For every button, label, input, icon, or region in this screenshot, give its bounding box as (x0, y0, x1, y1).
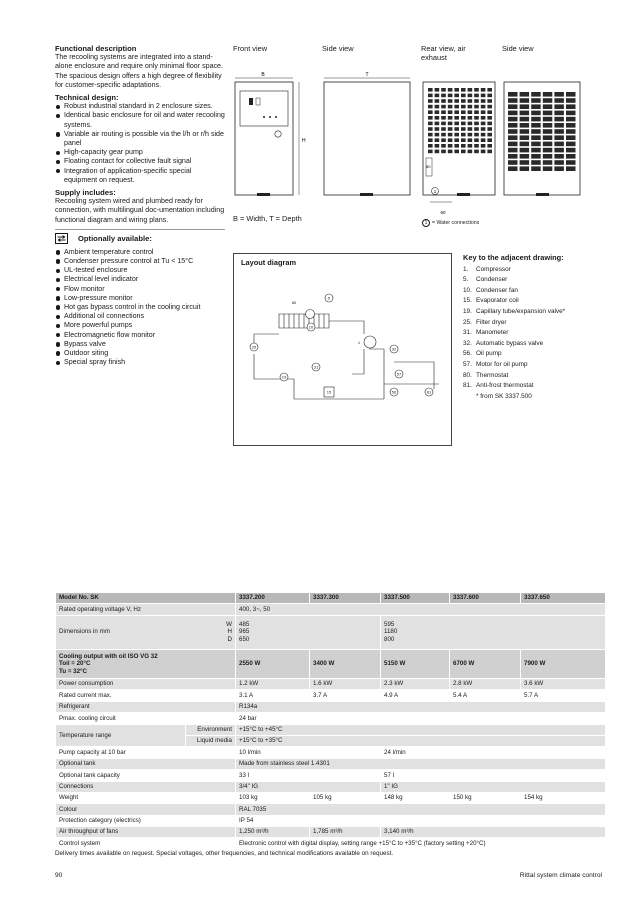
air-value: 1,250 m³/h (236, 827, 310, 838)
power-value: 3.6 kW (521, 679, 606, 690)
table-row (56, 690, 606, 701)
tank-label: Optional tank (56, 758, 236, 769)
liquid-value: +15°C to +35°C (236, 735, 606, 746)
current-value: 4.9 A (381, 690, 450, 701)
table-row (56, 770, 606, 781)
key-item (463, 339, 603, 350)
layout-diagram (233, 253, 452, 446)
dimensions-label: Dimensions in mm (59, 628, 110, 636)
connections-label: Connections (56, 781, 236, 792)
key-number (463, 392, 476, 403)
dimension-legend: B = Width, T = Depth (233, 214, 302, 223)
key-text: Automatic bypass valve (476, 339, 544, 347)
dim-h-label: H (302, 138, 306, 144)
key-number: 80. (463, 371, 472, 379)
key-item (463, 296, 603, 307)
connections-value: 3/4" IG (236, 781, 381, 792)
drawing-key (463, 253, 603, 402)
key-item (463, 349, 603, 360)
key-text: Filter dryer (476, 318, 507, 326)
dim-value: 650 (239, 636, 250, 644)
table-row (56, 827, 606, 838)
list-item: High-capacity gear pump (55, 148, 225, 157)
side-view-2-label: Side view (502, 44, 534, 53)
weight-value: 150 kg (450, 792, 521, 803)
colour-label: Colour (56, 804, 236, 815)
control-label: Control system (56, 838, 236, 849)
list-item: Additional oil connections (55, 312, 225, 321)
pump-value: 10 l/min (236, 747, 381, 758)
delivery-note: Delivery times available on request. Special voltages, other frequencies, and technical modifications available on request. (55, 850, 394, 857)
dim-key: H (227, 628, 232, 636)
water-connection-num: 1 (433, 189, 437, 194)
dim-value: 965 (239, 628, 250, 636)
power-value: 1.6 kW (310, 679, 381, 690)
key-text: Anti-frost thermostat (476, 382, 534, 390)
front-view-drawing (235, 72, 306, 196)
model-number: 3337.600 (450, 593, 521, 604)
key-number: 32. (463, 339, 472, 347)
left-column (55, 44, 225, 368)
table-row (56, 804, 606, 815)
optional-list (55, 248, 225, 368)
dim-value: 485 (239, 620, 250, 628)
key-number: 25. (463, 318, 472, 326)
pump-value: 24 l/min (381, 747, 606, 758)
key-item (463, 371, 603, 382)
technical-heading: Technical design: (55, 93, 119, 103)
voltage-value: 400, 3~, 50 (236, 604, 606, 615)
list-item: Electromagnetic flow monitor (55, 331, 225, 340)
optional-heading: Optionally available: (78, 233, 152, 243)
key-text: Condenser fan (476, 286, 518, 294)
key-text: * from SK 3337.500 (476, 392, 532, 400)
cooling-label: Cooling output with oil ISO VG 32 (59, 652, 158, 660)
key-number: 31. (463, 329, 472, 337)
cooling-value: 3400 W (310, 649, 381, 679)
diagram-label: 25 (251, 344, 257, 350)
functional-text: The recooling systems are integrated into a stand-alone enclosure and require only minimal floor space. The spacious design offers a high degree of flexibility for customer-specific adaptations. (55, 53, 223, 89)
weight-value: 105 kg (310, 792, 381, 803)
key-number: 15. (463, 297, 472, 305)
diagram-label: 5 (327, 295, 331, 301)
pmax-label: Pmax. cooling circuit (56, 713, 236, 724)
spec-table-main (55, 592, 606, 680)
refrigerant-label: Refrigerant (56, 701, 236, 712)
diagram-label: 57 (396, 371, 402, 377)
table-row (56, 604, 606, 615)
key-text: Condenser (476, 276, 508, 284)
table-row (56, 649, 606, 679)
key-number: 56. (463, 350, 472, 358)
list-item: Floating contact for collective fault signal (55, 157, 225, 166)
optional-header (55, 229, 225, 244)
connections-value: 1" IG (381, 781, 606, 792)
table-row (56, 615, 606, 649)
key-text: Compressor (476, 265, 511, 273)
list-item: Robust industrial standard in 2 enclosure sizes. (55, 102, 225, 111)
key-item (463, 275, 603, 286)
rear-view-label: Rear view, air exhaust (421, 44, 466, 62)
key-text: Oil pump (476, 350, 502, 358)
key-item (463, 360, 603, 371)
cooling-tu: Tu = 32°C (59, 668, 87, 676)
dim-t-label: T (365, 72, 369, 78)
water-connections-legend (422, 219, 479, 227)
cooling-value: 2550 W (236, 649, 310, 679)
current-value: 3.1 A (236, 690, 310, 701)
list-item: Hot gas bypass control in the cooling circuit (55, 303, 225, 312)
control-value: Electronic control with digital display, setting range +15°C to +35°C (factory setting +20°C) (236, 838, 606, 849)
key-number: 5. (463, 276, 469, 284)
diagram-label: 10 (308, 324, 314, 330)
circuit-components (250, 294, 433, 397)
key-number: 19. (463, 307, 472, 315)
pump-label: Pump capacity at 10 bar (56, 747, 236, 758)
diagram-label: 1 (357, 340, 361, 345)
weight-value: 148 kg (381, 792, 450, 803)
key-text: Capillary tube/expansion valve* (476, 307, 566, 315)
side-view-2-drawing (504, 82, 580, 196)
tank-capacity-value: 57 l (381, 770, 606, 781)
refrigeration-circuit-drawing (234, 254, 453, 447)
dim-60-label: 60 (440, 210, 446, 215)
water-connection-icon: 1 (422, 219, 430, 227)
key-item (463, 318, 603, 329)
key-text: Thermostat (476, 371, 509, 379)
table-row (56, 724, 606, 735)
diagram-label: 15 (326, 389, 332, 395)
diagram-label: 32 (391, 346, 397, 352)
front-view-label: Front view (233, 44, 268, 53)
footer-title: Rittal system climate control (519, 872, 602, 879)
model-number: 3337.650 (521, 593, 606, 604)
key-number: 1. (463, 265, 469, 273)
environment-label: Environment (186, 724, 236, 735)
list-item: Integration of application-specific special equipment on request. (55, 167, 225, 185)
cooling-toil: Toil = 20°C (59, 660, 91, 668)
list-item: Outdoor siting (55, 349, 225, 358)
key-item (463, 392, 603, 403)
list-item: UL-tested enclosure (55, 266, 225, 275)
protection-value: IP 54 (236, 815, 606, 826)
weight-value: 103 kg (236, 792, 310, 803)
supply-heading: Supply includes: (55, 188, 116, 198)
pmax-value: 24 bar (236, 713, 606, 724)
liquid-label: Liquid media (186, 735, 236, 746)
diagram-label: 80 (291, 300, 297, 305)
key-heading: Key to the adjacent drawing: (463, 253, 564, 262)
rear-view-drawing (423, 82, 495, 215)
key-item (463, 307, 603, 318)
table-row (56, 713, 606, 724)
water-connections-text: = Water connections (432, 220, 480, 226)
power-value: 2.3 kW (381, 679, 450, 690)
weight-value: 154 kg (521, 792, 606, 803)
table-row (56, 838, 606, 849)
protection-label: Protection category (electrics) (56, 815, 236, 826)
list-item: Bypass valve (55, 340, 225, 349)
side-view-label: Side view (322, 44, 354, 53)
environment-value: +15°C to +45°C (236, 724, 606, 735)
functional-heading: Functional description (55, 44, 137, 53)
refrigerant-value: R134a (236, 701, 606, 712)
dim-value: 800 (384, 636, 395, 644)
power-value: 1.2 kW (236, 679, 310, 690)
current-label: Rated current max. (56, 690, 236, 701)
model-number: 3337.500 (381, 593, 450, 604)
key-item (463, 328, 603, 339)
voltage-label: Rated operating voltage V, Hz (56, 604, 236, 615)
list-item: Electrical level indicator (55, 275, 225, 284)
key-item (463, 286, 603, 297)
current-value: 3.7 A (310, 690, 381, 701)
side-view-drawing (324, 72, 410, 196)
list-item: Identical basic enclosure for oil and water recooling systems. (55, 111, 225, 129)
diagram-label: 31 (313, 364, 319, 370)
dim-value: 1180 (384, 628, 398, 636)
cooling-value: 5150 W (381, 649, 450, 679)
key-text: Evaporator coil (476, 297, 519, 305)
key-item (463, 381, 603, 392)
cooling-value: 6700 W (450, 649, 521, 679)
dim-80-label: 80 (426, 164, 431, 169)
table-row (56, 593, 606, 604)
layout-diagram-title: Layout diagram (241, 258, 297, 267)
table-row (56, 815, 606, 826)
temp-range-label: Temperature range (56, 724, 186, 747)
list-item: Condenser pressure control at Tu < 15°C (55, 257, 225, 266)
key-number: 10. (463, 286, 472, 294)
key-number: 57. (463, 360, 472, 368)
diagram-label: 19 (281, 374, 287, 380)
weight-label: Weight (56, 792, 236, 803)
air-value: 1,785 m³/h (310, 827, 381, 838)
key-text: Motor for oil pump (476, 360, 528, 368)
diagram-label: 81 (426, 389, 432, 395)
tank-value: Made from stainless steel 1.4301 (236, 758, 606, 769)
table-row (56, 701, 606, 712)
tank-capacity-value: 33 l (236, 770, 381, 781)
colour-value: RAL 7035 (236, 804, 606, 815)
model-number: 3337.200 (236, 593, 310, 604)
page-number: 90 (55, 872, 63, 879)
power-label: Power consumption (56, 679, 236, 690)
swap-arrows-icon (55, 233, 68, 244)
current-value: 5.7 A (521, 690, 606, 701)
dim-key: W (226, 620, 232, 628)
model-number: 3337.300 (310, 593, 381, 604)
list-item: More powerful pumps (55, 321, 225, 330)
table-row (56, 758, 606, 769)
tank-capacity-label: Optional tank capacity (56, 770, 236, 781)
power-value: 2.8 kW (450, 679, 521, 690)
table-row (56, 781, 606, 792)
table-row (56, 747, 606, 758)
spec-table-details (55, 678, 606, 850)
diagram-label: 56 (391, 389, 397, 395)
key-list (463, 265, 603, 403)
list-item: Ambient temperature control (55, 248, 225, 257)
list-item: Special spray finish (55, 358, 225, 367)
air-label: Air throughput of fans (56, 827, 236, 838)
supply-text: Recooling system wired and plumbed ready for connection, with multilingual doc-umentation including functional diagram and wiring plans. (55, 197, 225, 224)
list-item: Variable air routing is possible via the l/h or r/h side panel (55, 130, 225, 148)
key-text: Manometer (476, 329, 509, 337)
key-item (463, 265, 603, 276)
list-item: Flow monitor (55, 285, 225, 294)
list-item: Low-pressure monitor (55, 294, 225, 303)
dim-value: 595 (384, 620, 395, 628)
dim-key: D (227, 636, 232, 644)
current-value: 5.4 A (450, 690, 521, 701)
table-row (56, 679, 606, 690)
model-label: Model No. SK (56, 593, 236, 604)
cooling-value: 7900 W (521, 649, 606, 679)
technical-list (55, 102, 225, 185)
table-row (56, 792, 606, 803)
key-number: 81. (463, 382, 472, 390)
air-value: 3,140 m³/h (381, 827, 606, 838)
dim-b-label: B (261, 72, 265, 78)
enclosure-views-drawing (232, 72, 590, 224)
